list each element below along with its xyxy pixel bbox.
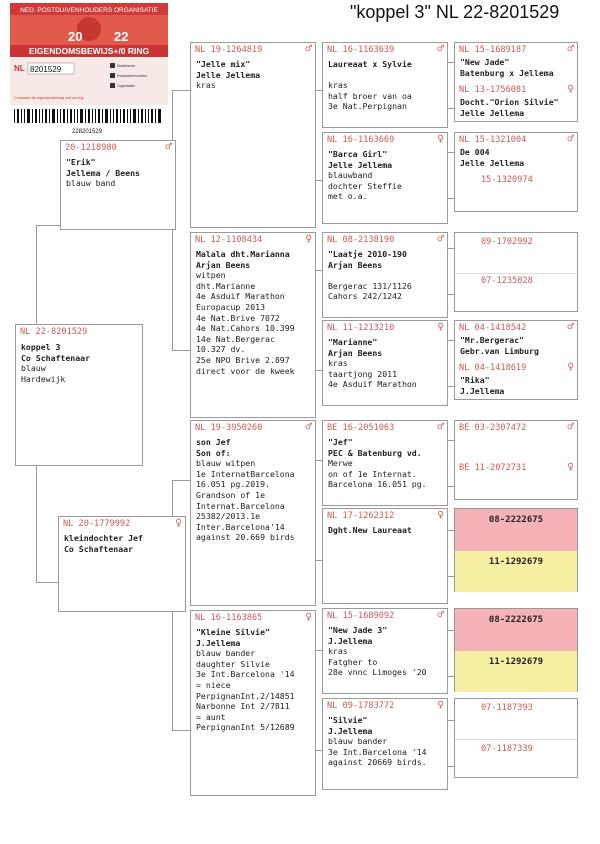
ring-org: NED. POSTDUIVENHOUDERS ORGANISATIE — [20, 7, 158, 14]
pigeon-sds-pair — [454, 232, 578, 312]
pigeon-sire[interactable]: 20-1218980 ♂ "Erik" Jellema / Beens blauw band — [60, 140, 176, 230]
pigeon-ssd-pair — [454, 132, 578, 212]
ring-banner: EIGENDOMSBEWIJS+/0 RING — [28, 46, 150, 56]
pigeon-sdd[interactable]: NL 11-1213210 ♀ "Marianne" Arjan Beens kras taartjong 2011 4e Asduif Marathon — [322, 320, 448, 406]
pigeon-dddd[interactable]: 07-1187339 — [481, 744, 533, 754]
pigeon-dss-pair — [454, 420, 578, 500]
pigeon-sdsd[interactable]: 07-1235028 — [481, 276, 533, 286]
female-symbol-icon: ♀ — [305, 232, 312, 245]
ring-note: Controleer de eigendomsbewijs met de ring — [14, 96, 84, 100]
pigeon-dd[interactable]: NL 16-1163865 ♀ "Kleine Silvie" J.Jellema blauw bander daughter Silvie 3e Int.Barcelona '14 = niece PerpignanInt.2/14851 Narbonne Int 2/7811 = aunt PerpignanInt 5/12689 — [190, 610, 316, 796]
ring-number: 8201529 — [30, 65, 62, 74]
pigeon-dds-pair — [454, 608, 578, 692]
female-symbol-icon: ♀ — [567, 82, 574, 95]
pigeon-sddd[interactable]: NL 04-1418619 ♀ "Rika" J.Jellema — [459, 360, 574, 396]
pigeon-sss-pair — [454, 42, 578, 122]
pigeon-main-ring: NL 22-8201529 — [20, 327, 88, 337]
pigeon-sss[interactable]: NL 16-1163639 ♂ Laureaat x Sylvie kras half broer van oa 3e Nat.Perpignan — [322, 42, 448, 128]
pigeon-ddds[interactable]: 07-1187393 — [455, 699, 577, 740]
male-symbol-icon: ♂ — [437, 608, 444, 621]
barcode-text: 228201529 — [72, 129, 103, 135]
pigeon-ssdd[interactable]: 15-1320974 — [481, 175, 533, 185]
pigeon-ssss[interactable]: NL 15-1689187 ♂ "New Jade" Batenburg x Jellema — [459, 42, 574, 78]
ring-year-right: 22 — [114, 29, 129, 44]
pigeon-sd[interactable]: NL 12-1108434 ♀ Malala dht.Marianna Arjan Beens witpen dht.Marianne 4e Asduif Marathon Europacup 2013 4e Nat.Brive 7072 4e Nat.Cahors 10.399 14e Nat.Bergerac 10.327 dv. 25e NPO Brive 2.897 direct voor de kweek — [190, 232, 316, 418]
pigeon-dds[interactable]: NL 15-1689092 ♂ "New Jade 3" J.Jellema kras Fatgher to 28e vnnc Limoges '20 — [322, 608, 448, 694]
female-symbol-icon: ♀ — [175, 516, 182, 529]
pigeon-dsd[interactable]: NL 17-1262312 ♀ Dght.New Laureaat — [322, 508, 448, 604]
pigeon-ds[interactable]: NL 19-3950260 ♂ son Jef Son of: blauw witpen 1e InternatBarcelona 16.051 pg.2019. Grandson of 1e Internat.Barcelona 25382/2013.1e Inter.Barcelona'14 against 20.669 birds — [190, 420, 316, 606]
ring-small-1: Nederlands — [117, 64, 135, 68]
male-symbol-icon: ♂ — [567, 132, 574, 145]
male-symbol-icon: ♂ — [567, 320, 574, 333]
male-symbol-icon: ♂ — [567, 420, 574, 433]
male-symbol-icon: ♂ — [305, 42, 312, 55]
pigeon-dsd-pair — [454, 508, 578, 592]
pigeon-sire-ring: 20-1218980 ♂ — [65, 140, 172, 153]
pigeon-ss[interactable]: NL 19-1264819 ♂ "Jelle mix" Jelle Jellema kras — [190, 42, 316, 228]
pigeon-ddsd[interactable]: 11-1292679 — [455, 651, 577, 692]
ring-small-2: Postduivenhouders — [117, 74, 147, 78]
female-symbol-icon: ♀ — [437, 132, 444, 145]
female-symbol-icon: ♀ — [437, 508, 444, 521]
male-symbol-icon: ♂ — [437, 420, 444, 433]
pigeon-sdd-pair — [454, 320, 578, 400]
pigeon-dsds[interactable]: 08-2222675 — [455, 509, 577, 551]
pigeon-dam-ring: NL 20-1779992 ♀ — [63, 516, 182, 529]
male-symbol-icon: ♂ — [567, 42, 574, 55]
pigeon-sds[interactable]: NL 08-2138190 ♂ "Laatje 2010-190 Arjan Beens Bergerac 131/1126 Cahors 242/1242 — [322, 232, 448, 318]
female-symbol-icon: ♀ — [567, 460, 574, 473]
female-symbol-icon: ♀ — [567, 360, 574, 373]
male-symbol-icon: ♂ — [165, 140, 172, 153]
pigeon-dss[interactable]: BE 16-2051063 ♂ "Jef" PEC & Batenburg vd. Merwe on of 1e Internat. Barcelona 16.051 pg. — [322, 420, 448, 506]
pigeon-sdss[interactable]: 09-1702992 — [455, 233, 577, 274]
male-symbol-icon: ♂ — [305, 420, 312, 433]
pigeon-dam[interactable]: NL 20-1779992 ♀ kleindochter Jef Co Schaftenaar — [58, 516, 186, 612]
pigeon-dssd[interactable]: BE 11-2072731 ♀ — [459, 460, 574, 473]
pigeon-dsss[interactable]: BE 03-2307472 ♂ — [459, 420, 574, 433]
female-symbol-icon: ♀ — [437, 320, 444, 333]
ring-year-left: 20 — [68, 29, 83, 44]
female-symbol-icon: ♀ — [305, 610, 312, 623]
pigeon-sdds[interactable]: NL 04-1418542 ♂ "Mr.Bergerac" Gebr.van Limburg — [459, 320, 574, 356]
pigeon-ssd[interactable]: NL 16-1163669 ♀ "Barca Girl" Jelle Jellema blauwband dochter Steffie met o.a. — [322, 132, 448, 224]
ring-certificate-graphic — [10, 3, 168, 137]
pigeon-ssds[interactable]: NL 15-1321004 ♂ De 004 Jelle Jellema — [459, 132, 574, 168]
male-symbol-icon: ♂ — [437, 232, 444, 245]
pigeon-main[interactable]: NL 22-8201529 koppel 3 Co Schaftenaar blauw Hardewijk — [15, 324, 143, 466]
ring-country: NL — [14, 64, 25, 73]
pigeon-ddss[interactable]: 08-2222675 — [455, 609, 577, 651]
ring-small-3: Organisatie — [117, 84, 135, 88]
page-title: "koppel 3" NL 22-8201529 — [350, 2, 560, 22]
pigeon-ddd-pair — [454, 698, 578, 778]
pigeon-dsdd[interactable]: 11-1292679 — [455, 551, 577, 592]
female-symbol-icon: ♀ — [437, 698, 444, 711]
pigeon-sssd[interactable]: NL 13-1756081 ♀ Docht."Orion Silvie" Jelle Jellema — [459, 82, 574, 118]
pigeon-ddd[interactable]: NL 09-1783772 ♀ "Silvie" J.Jellema blauw bander 3e Int.Barcelona '14 against 20669 birds. — [322, 698, 448, 790]
male-symbol-icon: ♂ — [437, 42, 444, 55]
ring-certificate — [10, 3, 168, 137]
